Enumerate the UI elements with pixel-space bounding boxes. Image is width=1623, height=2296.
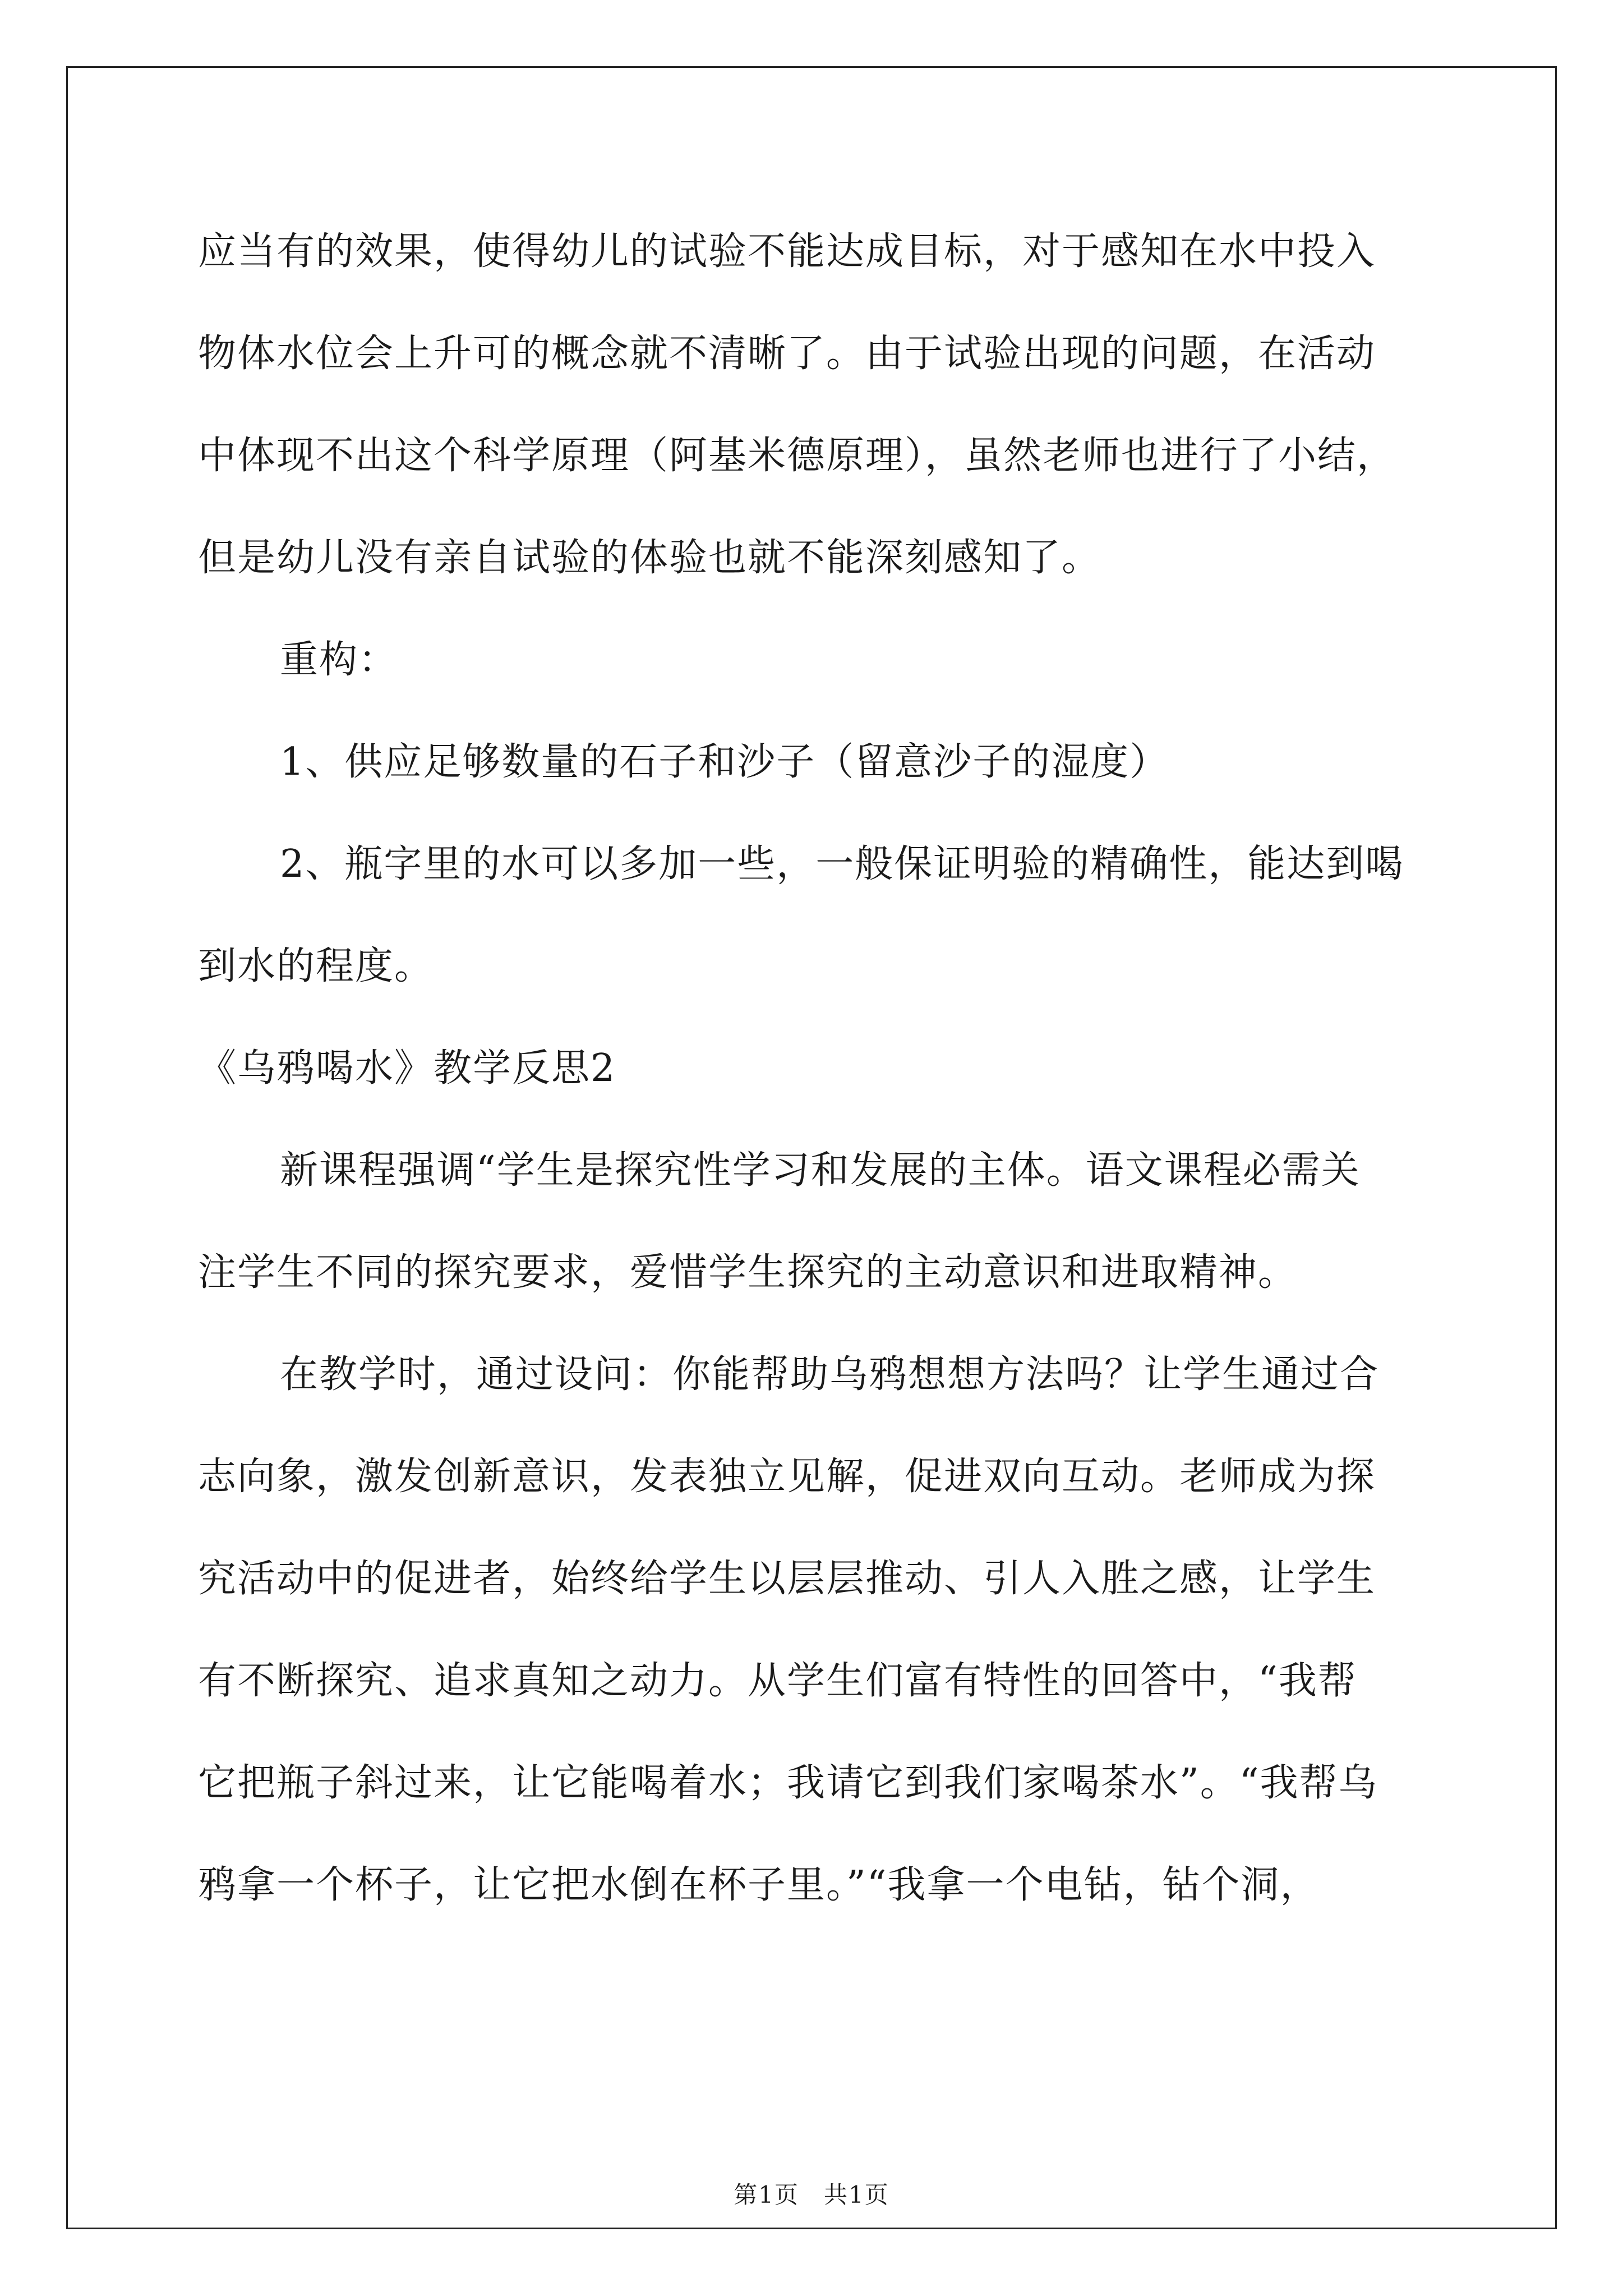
paragraph-teaching: [198, 1324, 1454, 1936]
text-line: 新课程强调“学生是探究性学习和发展的主体。语文课程必需关: [280, 1148, 1361, 1193]
text-line: 在教学时，通过设问：你能帮助乌鸦想想方法吗？让学生通过合: [280, 1352, 1380, 1397]
text-line: 注学生不同的探究要求，爱惜学生探究的主动意识和进取精神。: [198, 1250, 1298, 1295]
text-line: 2、瓶字里的水可以多加一些，一般保证明验的精确性，能达到喝: [280, 842, 1405, 886]
paragraph-curriculum: [198, 1120, 1454, 1324]
text-line: 应当有的效果，使得幼儿的试验不能达成目标，对于感知在水中投入: [198, 229, 1376, 274]
text-line: 有不断探究、追求真知之动力。从学生们富有特性的回答中，“我帮: [198, 1659, 1357, 1703]
text-line: 1、供应足够数量的石子和沙子（留意沙子的湿度）: [280, 740, 1169, 784]
text-line: 鸦拿一个杯子，让它把水倒在杯子里。”“我拿一个电钻，钻个洞，: [198, 1863, 1320, 1907]
text-line: 到水的程度。: [198, 944, 434, 988]
paragraph-item-2: [198, 813, 1454, 1018]
page-number-footer: 第1页 共1页: [734, 2181, 889, 2208]
paragraph-item-1: [198, 711, 1454, 813]
paragraph-restructure-heading: [198, 609, 1454, 711]
text-line: 志向象，激发创新意识，发表独立见解，促进双向互动。老师成为探: [198, 1455, 1376, 1499]
text-line: 但是幼儿没有亲自试验的体验也就不能深刻感知了。: [198, 536, 1101, 580]
paragraph-continuation: [198, 201, 1454, 609]
text-line: 中体现不出这个科学原理（阿基米德原理），虽然老师也进行了小结，: [198, 434, 1396, 478]
document-body: [198, 201, 1454, 1936]
text-line: 它把瓶子斜过来，让它能喝着水；我请它到我们家喝茶水”。“我帮乌: [198, 1761, 1378, 1805]
text-line: 重构：: [280, 638, 398, 682]
text-line: 物体水位会上升可的概念就不清晰了。由于试验出现的问题，在活动: [198, 332, 1376, 376]
text-line: 究活动中的促进者，始终给学生以层层推动、引人入胜之感，让学生: [198, 1557, 1376, 1601]
section-title: 《乌鸦喝水》教学反思2: [198, 1046, 616, 1091]
